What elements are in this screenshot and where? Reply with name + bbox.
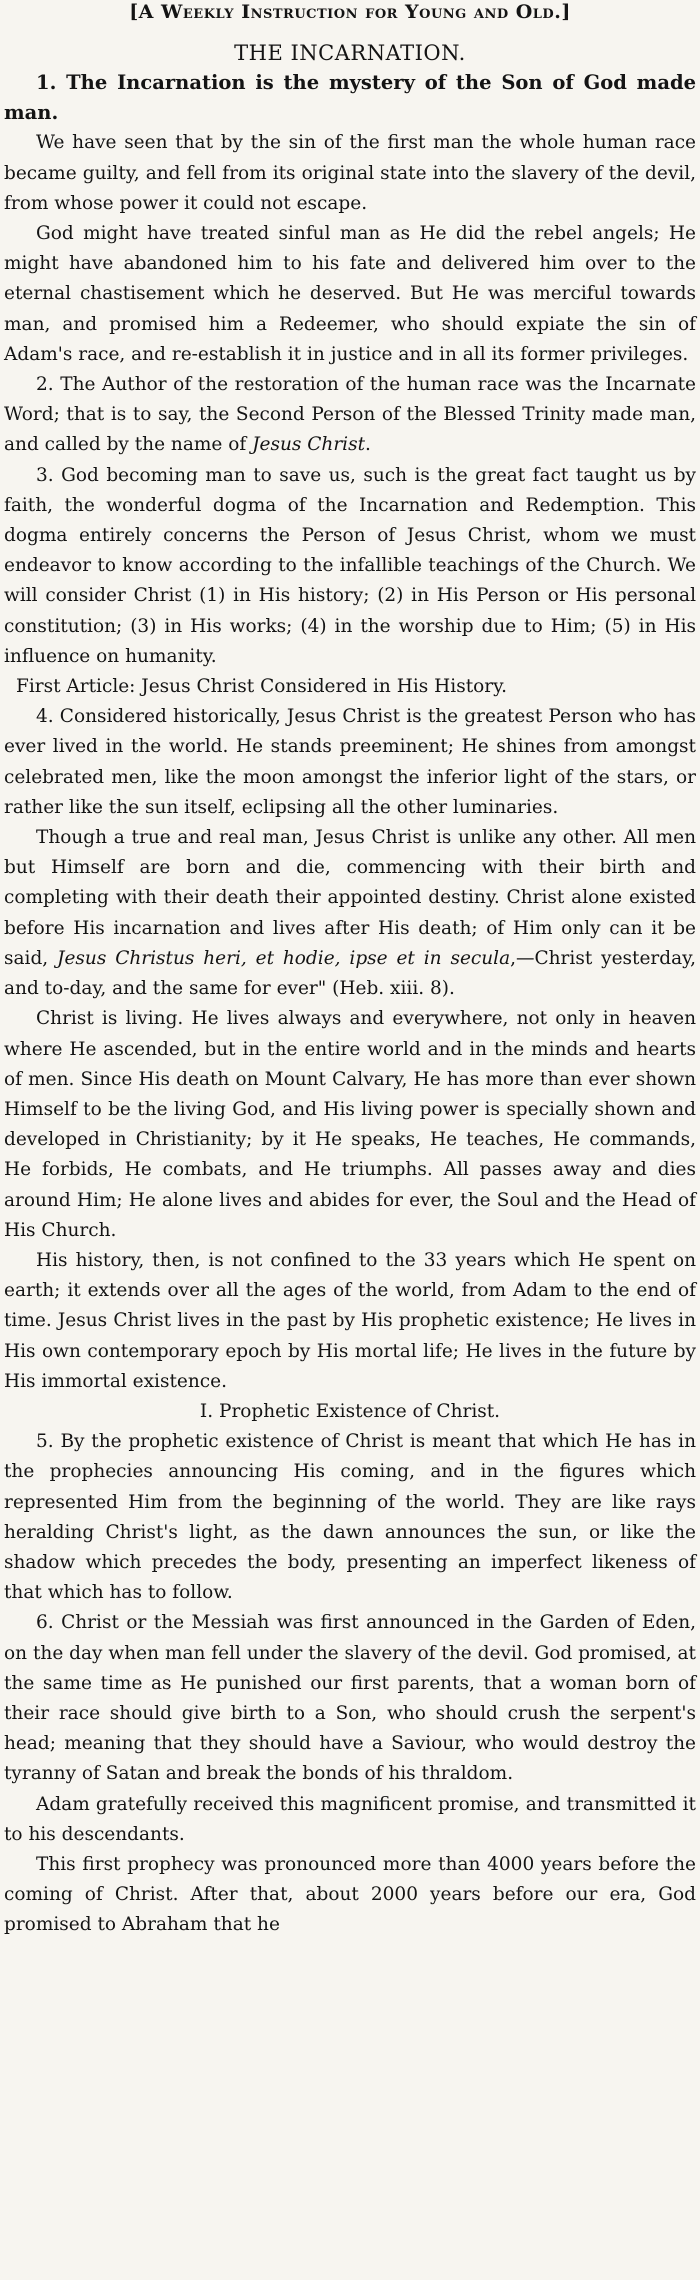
paragraph-3: God might have treated sinful man as He did the rebel angels; He might have abandoned him to his fate and delivered him over to the eternal chastisement which he deserved. But He was merciful towards man, and promised him a Redeemer, who should expiate the sin of Adam's race, and re-establish it in justice and in all its former privileges. [4, 223, 696, 365]
paragraph-4 [4, 370, 696, 461]
paragraph-8: Christ is living. He lives always and everywhere, not only in heaven where He ascended, but in the entire world and in the minds and hearts of men. Since His death on Mount Calvary, He has more than ever shown Himself to be the living God, and His living power is specially shown and developed in Christianity; by it He speaks, He teaches, He commands, He forbids, He combats, and He triumphs. All passes away and dies around Him; He alone lives and abides for ever, the Soul and the Head of His Church. [4, 1008, 696, 1241]
page [4, 0, 696, 1941]
article-title: THE INCARNATION. [234, 41, 466, 65]
paragraph-1: 1. The Incarnation is the mystery of the Son of God made man. [4, 71, 696, 125]
paragraph-5: 3. God becoming man to save us, such is the great fact taught us by faith, the wonderful dogma of the Incarnation and Redemption. This dogma entirely concerns the Person of Jesus Christ, whom we must endeavor to know according to the infallible teachings of the Church. We will consider Christ (1) in His history; (2) in His Person or His personal constitution; (3) in His works; (4) in the worship due to Him; (5) in His influence on humanity. [4, 464, 696, 667]
section-heading-prophetic-existence: I. Prophetic Existence of Christ. [199, 1400, 501, 1422]
paragraph-4-italic: Jesus Christ [252, 434, 366, 456]
paragraph-12: Adam gratefully received this magnificent promise, and transmitted it to his descendants. [4, 1793, 696, 1845]
paragraph-2: We have seen that by the sin of the first man the whole human race became guilty, and fell from its original state into the slavery of the devil, from whose power it could not escape. [4, 132, 696, 214]
paragraph-13: This first prophecy was pronounced more than 4000 years before the coming of Christ. After that, about 2000 years before our era, God promised to Abraham that he [4, 1853, 696, 1936]
paragraph-9: His history, then, is not confined to the 33 years which He spent on earth; it extends over all the ages of the world, from Adam to the end of time. Jesus Christ lives in the past by His prophetic existence; He lives in His own contemporary epoch by His mortal life; He lives in the future by His immortal existence. [4, 1249, 696, 1392]
paragraph-6: 4. Considered historically, Jesus Christ is the greatest Person who has ever lived in the world. He stands preeminent; He shines from amongst celebrated men, like the moon amongst the inferior light of the stars, or rather like the sun itself, eclipsing all the other luminaries. [4, 706, 696, 818]
paragraph-7-end: ,—Christ yesterday, and to-day, and the same for ever" (Heb. xiii. 8). [4, 947, 696, 1000]
paragraph-7-italic: Jesus Christus heri, et hodie, ipse et in secula [57, 947, 511, 969]
paragraph-10: 5. By the prophetic existence of Christ is meant that which He has in the prophecies announcing His coming, and in the figures which represented Him from the beginning of the world. They are like rays heralding Christ's light, as the dawn announces the sun, or like the shadow which precedes the body, presenting an imperfect likeness of that which has to follow. [4, 1431, 696, 1604]
section-heading-first-article: First Article: Jesus Christ Considered in His History. [16, 676, 507, 698]
page-header: [A Weekly Instruction for Young and Old.] [129, 1, 571, 23]
paragraph-7 [4, 823, 696, 1004]
paragraph-4-text: 2. The Author of the restoration of the human race was the Incarnate Word; that is to say, the Second Person of the Blessed Trinity made man, and called by the name of [4, 374, 696, 456]
paragraph-4-end: . [365, 434, 371, 456]
paragraph-11: 6. Christ or the Messiah was first announced in the Garden of Eden, on the day when man fell under the slavery of the devil. God promised, at the same time as He punished our first parents, that a woman born of their race should give birth to a Son, who should crush the serpent's head; meaning that they should have a Saviour, who would destroy the tyranny of Satan and break the bonds of his thraldom. [4, 1612, 696, 1785]
paragraph-7-text: Though a true and real man, Jesus Christ is unlike any other. All men but Himself are born and die, commencing with their birth and completing with their death their appointed destiny. Christ alone existed before His incarnation and lives after His death; of Him only can it be said, [4, 827, 696, 969]
